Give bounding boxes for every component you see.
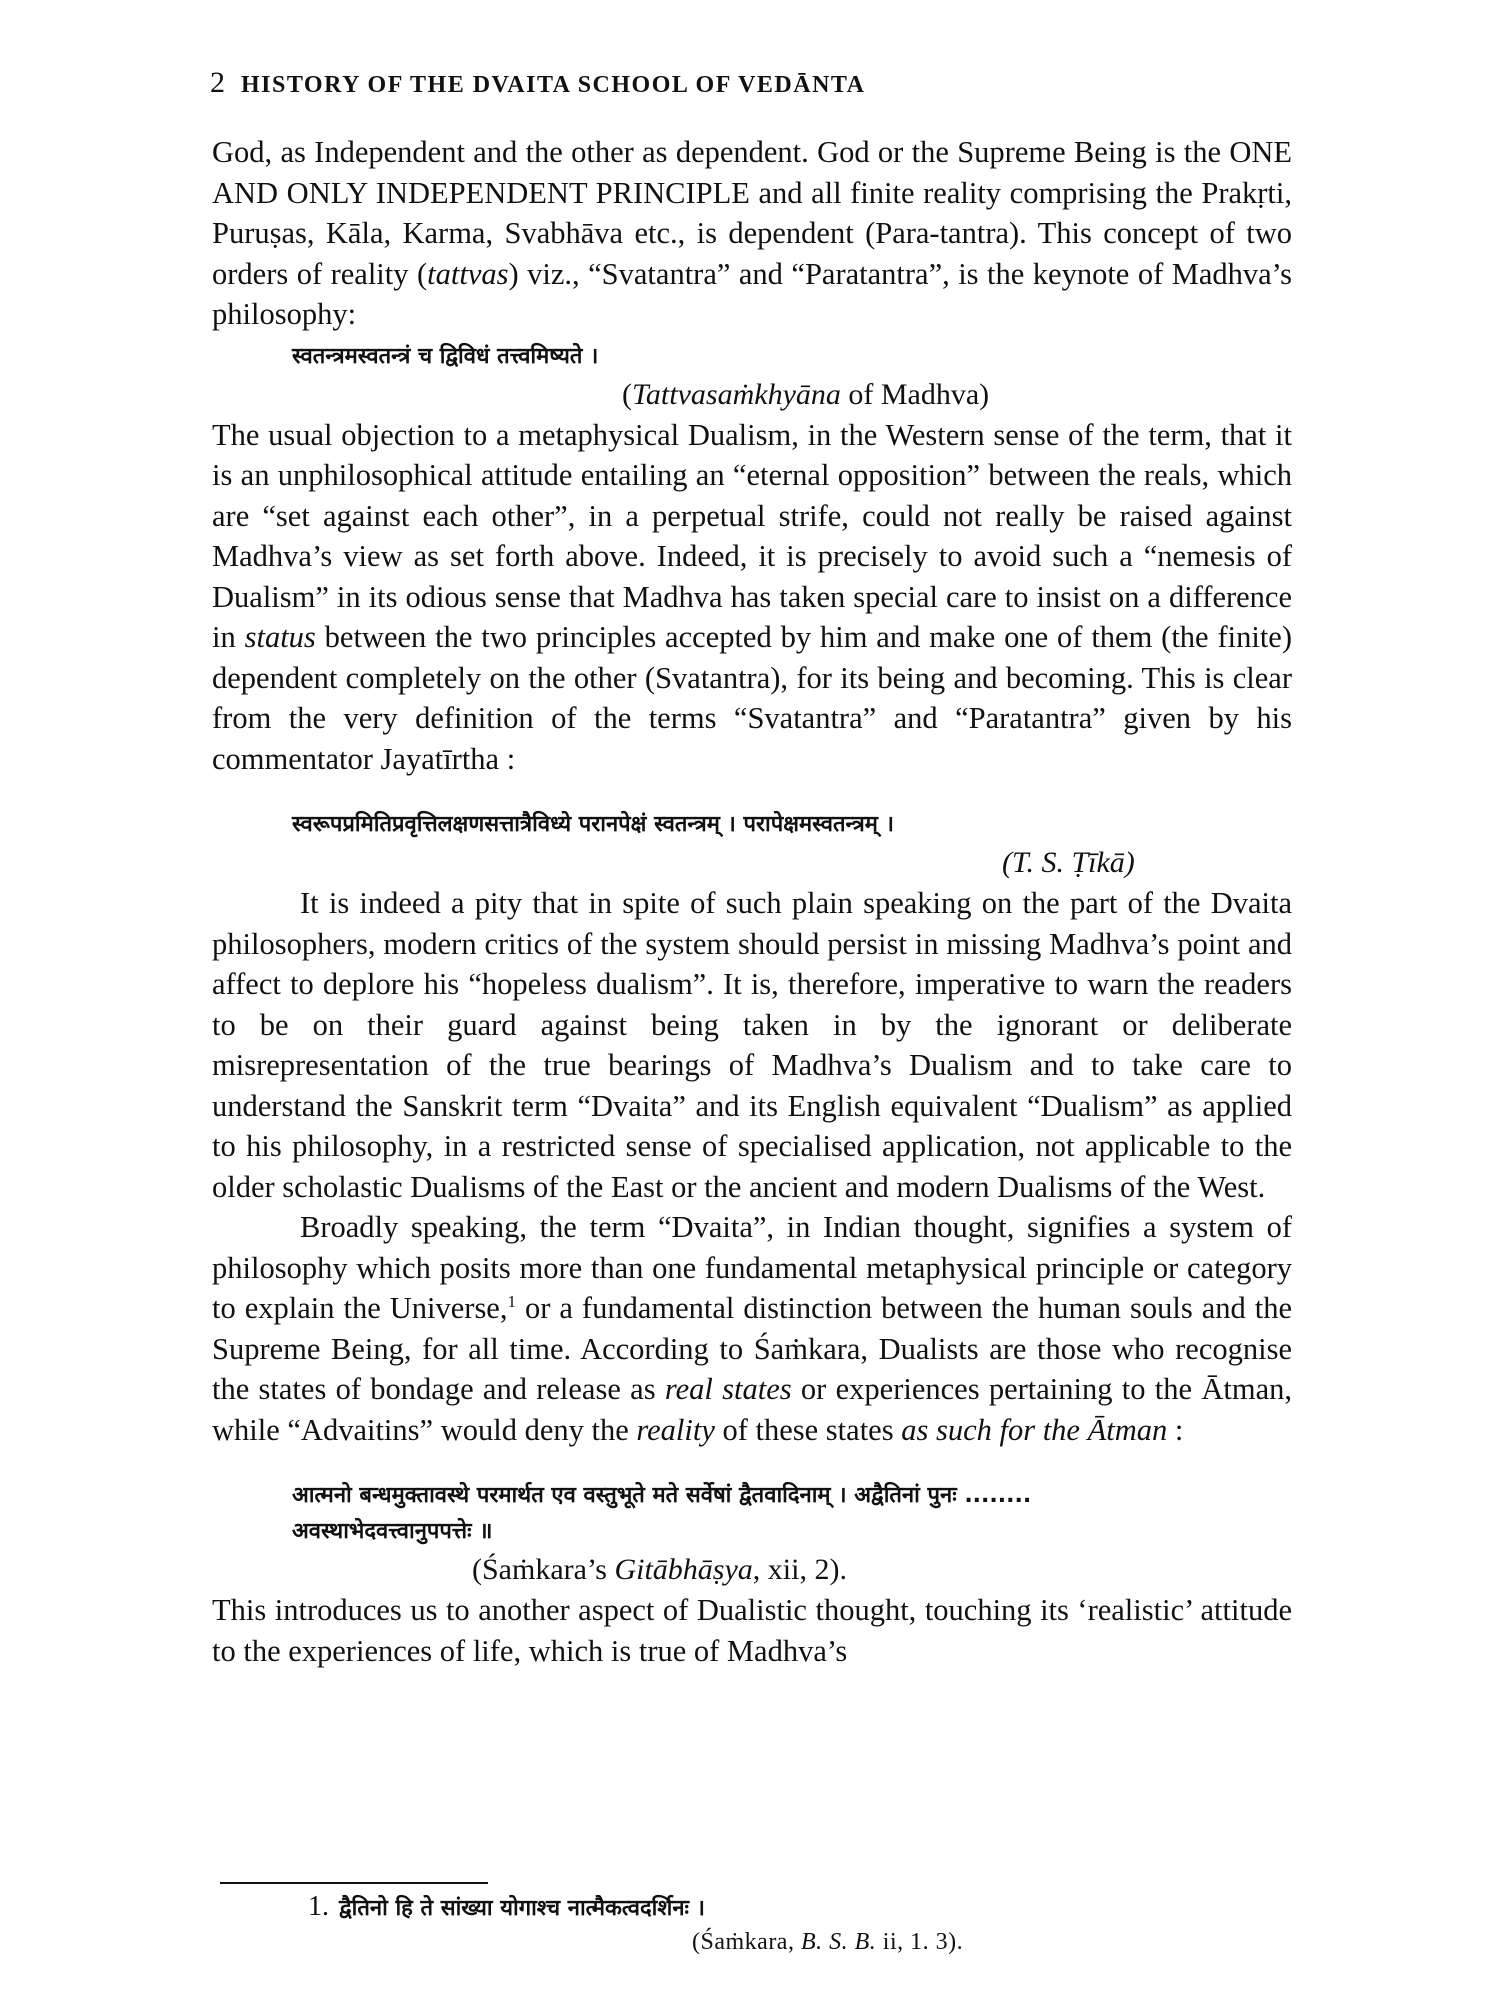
sanskrit-quote-1: स्वतन्त्रमस्वतन्त्रं च द्विविधं तत्त्वमिष्यते । bbox=[292, 343, 599, 369]
paragraph-2 bbox=[212, 415, 1292, 780]
citation-1: (Tattvasaṁkhyāna of Madhva) bbox=[622, 377, 990, 411]
citation-3-work: Gitābhāṣya bbox=[614, 1553, 753, 1586]
paragraph-1-text-a: God, as Independent and the other as dependent. God or the Supreme Being is the ONE AND ONLY INDEPENDENT PRINCIPLE and all finite reality comprising the Prakṛti, Puruṣas, Kāla, Karma, Svabhāva etc., is dependent (Para-tantra). This concept of two orders of reality ( bbox=[212, 135, 1292, 291]
paragraph-1 bbox=[212, 132, 1292, 335]
paragraph-4 bbox=[212, 1207, 1292, 1450]
paragraph-4-text-e: : bbox=[1167, 1412, 1184, 1447]
page-number: 2 bbox=[210, 66, 225, 99]
citation-3-b: , xii, 2). bbox=[752, 1553, 847, 1586]
sanskrit-quote-3-line-1: आत्मनो बन्धमुक्तावस्थे परमार्थत एव वस्तुभूते मते सर्वेषां द्वैतवादिनाम् । अद्वैतिनां पुनः ........ bbox=[292, 1483, 1032, 1508]
footnote-marker: 1 bbox=[507, 1291, 516, 1311]
paragraph-2-italic: status bbox=[244, 620, 316, 654]
footnote-cite-a: (Śaṁkara, bbox=[692, 1929, 801, 1955]
paragraph-4-italic-1: real states bbox=[664, 1372, 792, 1406]
citation-2-text: (T. S. Ṭīkā) bbox=[1002, 846, 1135, 879]
citation-3 bbox=[212, 1550, 1292, 1590]
citation-1-work: Tattvasaṁkhyāna bbox=[632, 377, 841, 411]
running-head-title: HISTORY OF THE DVAITA SCHOOL OF VEDĀNTA bbox=[241, 72, 866, 98]
paragraph-2-text-a: The usual objection to a metaphysical Dualism, in the Western sense of the term, that it is an unphilosophical attitude entailing an “eternal opposition” between the reals, which are “set against each other”, in a perpetual strife, could not really be raised against Madhva’s view as set forth above. Indeed, it is precisely to avoid such a “nemesis of Dualism” in its odious sense that Madhva has taken special care to insist on a difference in bbox=[212, 417, 1292, 654]
citation-2 bbox=[212, 843, 1292, 883]
footnote-sanskrit: द्वैतिनो हि ते सांख्या योगाश्च नात्मैकत्वदर्शिनः । bbox=[339, 1896, 705, 1921]
citation-1-rest: of Madhva) bbox=[840, 377, 990, 411]
footnote-rule bbox=[220, 1882, 488, 1884]
sanskrit-quote-2: स्वरूपप्रमितिप्रवृत्तिलक्षणसत्तात्रैविध्ये परानपेक्षं स्वतन्त्रम् । परापेक्षमस्वतन्त्रम् । bbox=[292, 812, 894, 837]
footnote-citation bbox=[212, 1926, 1292, 1958]
main-text bbox=[212, 132, 1292, 1671]
paragraph-4-italic-2: reality bbox=[636, 1412, 715, 1447]
paragraph-1-text-b: ) viz., “Svatantra” and “Paratantra”, is the keynote of Madhva’s philosophy: bbox=[212, 256, 1293, 331]
paragraph-1-italic: tattvas bbox=[427, 256, 509, 291]
paragraph-4-text-c: or experiences pertaining to the Ātman, while “Advaitins” would deny the bbox=[212, 1372, 1292, 1447]
paragraph-3: It is indeed a pity that in spite of such plain speaking on the part of the Dvaita philosophers, modern critics of the system should persist in missing Madhva’s point and affect to deplore his “hopeless dualism”. It is, therefore, imperative to warn the readers to be on their guard against being taken in by the ignorant or deliberate misrepresentation of the true bearings of Madhva’s Dualism and to take care to understand the Sanskrit term “Dvaita” and its English equivalent “Dualism” as applied to his philosophy, in a restricted sense of specialised application, not applicable to the older scholastic Dualisms of the East or the ancient and modern Dualisms of the West. bbox=[212, 886, 1292, 1204]
paragraph-4-text-d: of these states bbox=[714, 1412, 902, 1447]
footnote-cite-work: B. S. B. bbox=[800, 1929, 877, 1955]
citation-3-a: (Śaṁkara’s bbox=[472, 1553, 615, 1586]
paragraph-4-text-b: or a fundamental distinction between the human souls and the Supreme Being, for all time. According to Śaṁkara, Dualists are those who recognise the states of bondage and release as bbox=[212, 1291, 1293, 1406]
paragraph-2-text-b: between the two principles accepted by him and make one of them (the finite) dependent completely on the other (Svatantra), for its being and becoming. This is clear from the very definition of the terms “Svatantra” and “Paratantra” given by his commentator Jayatīrtha : bbox=[212, 620, 1292, 776]
paragraph-4-text-a: Broadly speaking, the term “Dvaita”, in Indian thought, signifies a system of philosophy which posits more than one fundamental metaphysical principle or category to explain the Universe, bbox=[212, 1210, 1292, 1325]
paragraph-5: This introduces us to another aspect of Dualistic thought, touching its ‘realistic’ attitude to the experiences of life, which is true of Madhva’s bbox=[212, 1593, 1292, 1668]
footnote-cite-b: ii, 1. 3). bbox=[876, 1929, 964, 1955]
sanskrit-quote-3-line-2: अवस्थाभेदवत्त्वानुपपत्तेः ॥ bbox=[292, 1519, 493, 1544]
footnote-number: 1. bbox=[308, 1891, 329, 1922]
paragraph-4-italic-3: as such for the Ātman bbox=[901, 1412, 1168, 1447]
footnote-1 bbox=[212, 1890, 1292, 1926]
running-header bbox=[210, 66, 865, 100]
footnotes bbox=[212, 1882, 1292, 1958]
